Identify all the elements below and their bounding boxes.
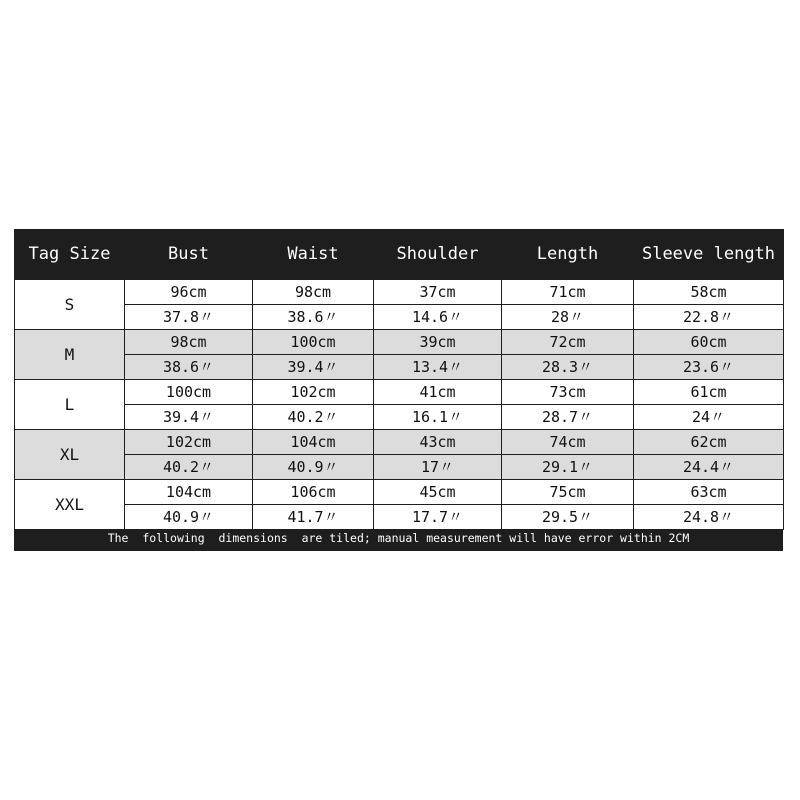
waist-inch-cell: 39.4〃 [253, 355, 374, 380]
length-inch-cell: 28.3〃 [502, 355, 634, 380]
length-cm-cell: 73cm [502, 380, 634, 405]
size-table [14, 229, 784, 530]
table-row-cm [15, 380, 784, 405]
waist-inch-cell: 40.2〃 [253, 405, 374, 430]
length-inch-cell: 29.1〃 [502, 455, 634, 480]
tag-size-cell: XL [15, 430, 125, 480]
header-waist: Waist [253, 229, 374, 280]
bust-cm-cell: 104cm [125, 480, 253, 505]
table-row-inch [15, 405, 784, 430]
shoulder-cm-cell: 41cm [374, 380, 502, 405]
length-inch-cell: 28〃 [502, 305, 634, 330]
table-row-cm [15, 280, 784, 305]
bust-cm-cell: 98cm [125, 330, 253, 355]
table-row-inch [15, 305, 784, 330]
length-inch-cell: 28.7〃 [502, 405, 634, 430]
waist-inch-cell: 40.9〃 [253, 455, 374, 480]
sleeve-cm-cell: 60cm [634, 330, 784, 355]
shoulder-inch-cell: 13.4〃 [374, 355, 502, 380]
sleeve-cm-cell: 62cm [634, 430, 784, 455]
bust-inch-cell: 40.2〃 [125, 455, 253, 480]
header-length: Length [502, 229, 634, 280]
bust-cm-cell: 100cm [125, 380, 253, 405]
table-row-inch [15, 455, 784, 480]
shoulder-cm-cell: 45cm [374, 480, 502, 505]
waist-cm-cell: 98cm [253, 280, 374, 305]
length-cm-cell: 74cm [502, 430, 634, 455]
table-row-cm [15, 330, 784, 355]
shoulder-inch-cell: 16.1〃 [374, 405, 502, 430]
measurement-footnote: The following dimensions are tiled; manual measurement will have error within 2CM [107, 531, 690, 545]
header-row [15, 229, 784, 280]
length-cm-cell: 75cm [502, 480, 634, 505]
shoulder-cm-cell: 37cm [374, 280, 502, 305]
sleeve-cm-cell: 63cm [634, 480, 784, 505]
tag-size-cell: S [15, 280, 125, 330]
header-sleeve-length: Sleeve length [634, 229, 784, 280]
sleeve-inch-cell: 23.6〃 [634, 355, 784, 380]
shoulder-inch-cell: 14.6〃 [374, 305, 502, 330]
length-cm-cell: 72cm [502, 330, 634, 355]
waist-cm-cell: 100cm [253, 330, 374, 355]
waist-inch-cell: 41.7〃 [253, 505, 374, 530]
table-row-inch [15, 355, 784, 380]
header-bust: Bust [125, 229, 253, 280]
tag-size-cell: M [15, 330, 125, 380]
sleeve-inch-cell: 22.8〃 [634, 305, 784, 330]
bust-cm-cell: 102cm [125, 430, 253, 455]
sleeve-inch-cell: 24〃 [634, 405, 784, 430]
sleeve-cm-cell: 61cm [634, 380, 784, 405]
table-row-cm [15, 480, 784, 505]
tag-size-cell: L [15, 380, 125, 430]
sleeve-inch-cell: 24.8〃 [634, 505, 784, 530]
waist-cm-cell: 106cm [253, 480, 374, 505]
bust-inch-cell: 39.4〃 [125, 405, 253, 430]
sleeve-cm-cell: 58cm [634, 280, 784, 305]
length-inch-cell: 29.5〃 [502, 505, 634, 530]
header-tag-size: Tag Size [15, 229, 125, 280]
shoulder-inch-cell: 17.7〃 [374, 505, 502, 530]
waist-inch-cell: 38.6〃 [253, 305, 374, 330]
shoulder-cm-cell: 39cm [374, 330, 502, 355]
bust-inch-cell: 40.9〃 [125, 505, 253, 530]
shoulder-inch-cell: 17〃 [374, 455, 502, 480]
shoulder-cm-cell: 43cm [374, 430, 502, 455]
table-row-cm [15, 430, 784, 455]
length-cm-cell: 71cm [502, 280, 634, 305]
table-row-inch [15, 505, 784, 530]
header-shoulder: Shoulder [374, 229, 502, 280]
waist-cm-cell: 102cm [253, 380, 374, 405]
sleeve-inch-cell: 24.4〃 [634, 455, 784, 480]
waist-cm-cell: 104cm [253, 430, 374, 455]
size-chart [14, 229, 783, 551]
tag-size-cell: XXL [15, 480, 125, 530]
bust-inch-cell: 38.6〃 [125, 355, 253, 380]
bust-inch-cell: 37.8〃 [125, 305, 253, 330]
bust-cm-cell: 96cm [125, 280, 253, 305]
